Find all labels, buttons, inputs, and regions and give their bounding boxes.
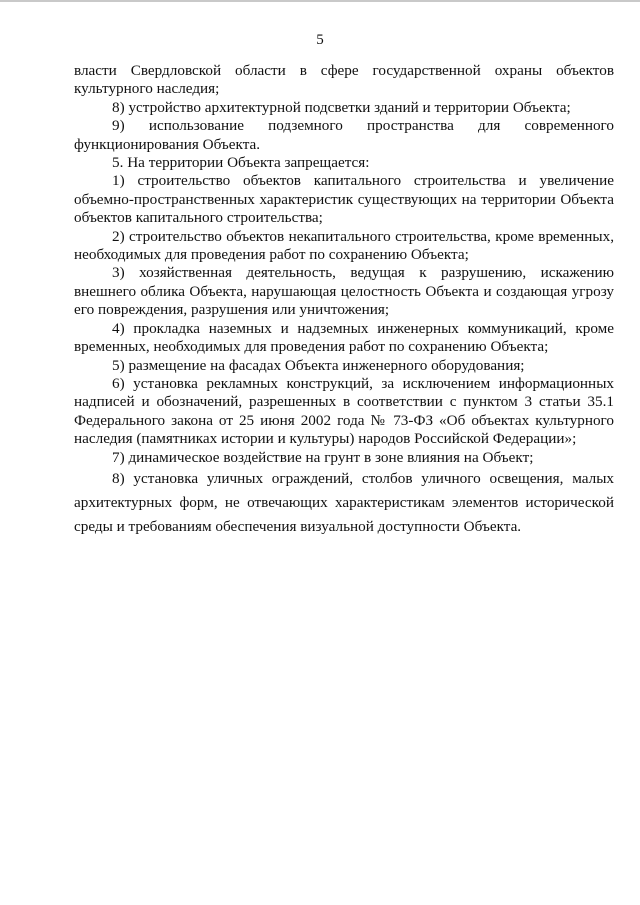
prohibition-item-5: 5) размещение на фасадах Объекта инженерного оборудования; [112, 356, 525, 374]
prohibition-item-2: 2) строительство объектов некапитального строительства, кроме временных, необходимых для проведения работ по сохранению Объекта; [74, 227, 614, 264]
prohibition-item-3: 3) хозяйственная деятельность, ведущая к разрушению, искажению внешнего облика Объекта, нарушающая целостность Объекта и создающая угрозу его повреждения, разрушения или уничтожения; [74, 264, 614, 319]
list-item-underground-space: 9) использование подземного пространства для современного функционирования Объекта. [74, 117, 614, 153]
prohibition-item-4: 4) прокладка наземных и надземных инженерных коммуникаций, кроме временных, необходимых для проведения работ по сохранению Объекта; [74, 319, 614, 356]
paragraph-continuation: власти Свердловской области в сфере государственной охраны объектов культурного наследия; [74, 62, 614, 98]
prohibition-item-8: 8) установка уличных ограждений, столбов уличного освещения, малых архитектурных форм, не отвечающих характеристикам элементов исторической среды и требованиям обеспечения визуальной доступности Объекта. [74, 469, 614, 535]
page-number: 5 [316, 32, 324, 48]
document-body [74, 62, 614, 539]
scan-edge [0, 0, 640, 2]
prohibition-item-1: 1) строительство объектов капитального строительства и увеличение объемно-пространственных характеристик существующих на территории Объекта объектов капитального строительства; [74, 172, 614, 227]
prohibition-item-7: 7) динамическое воздействие на грунт в зоне влияния на Объект; [112, 448, 534, 466]
section-heading-prohibitions: 5. На территории Объекта запрещается: [112, 154, 370, 172]
prohibition-item-6: 6) установка рекламных конструкций, за исключением информационных надписей и обозначений, разрешенных в соответствии с пунктом 3 статьи 35.1 Федерального закона от 25 июня 2002 года № 73-ФЗ «Об объектах культурного наследия (памятниках истории и культуры) народов Российской Федерации»; [74, 374, 614, 448]
list-item-lighting: 8) устройство архитектурной подсветки зданий и территории Объекта; [112, 98, 571, 116]
